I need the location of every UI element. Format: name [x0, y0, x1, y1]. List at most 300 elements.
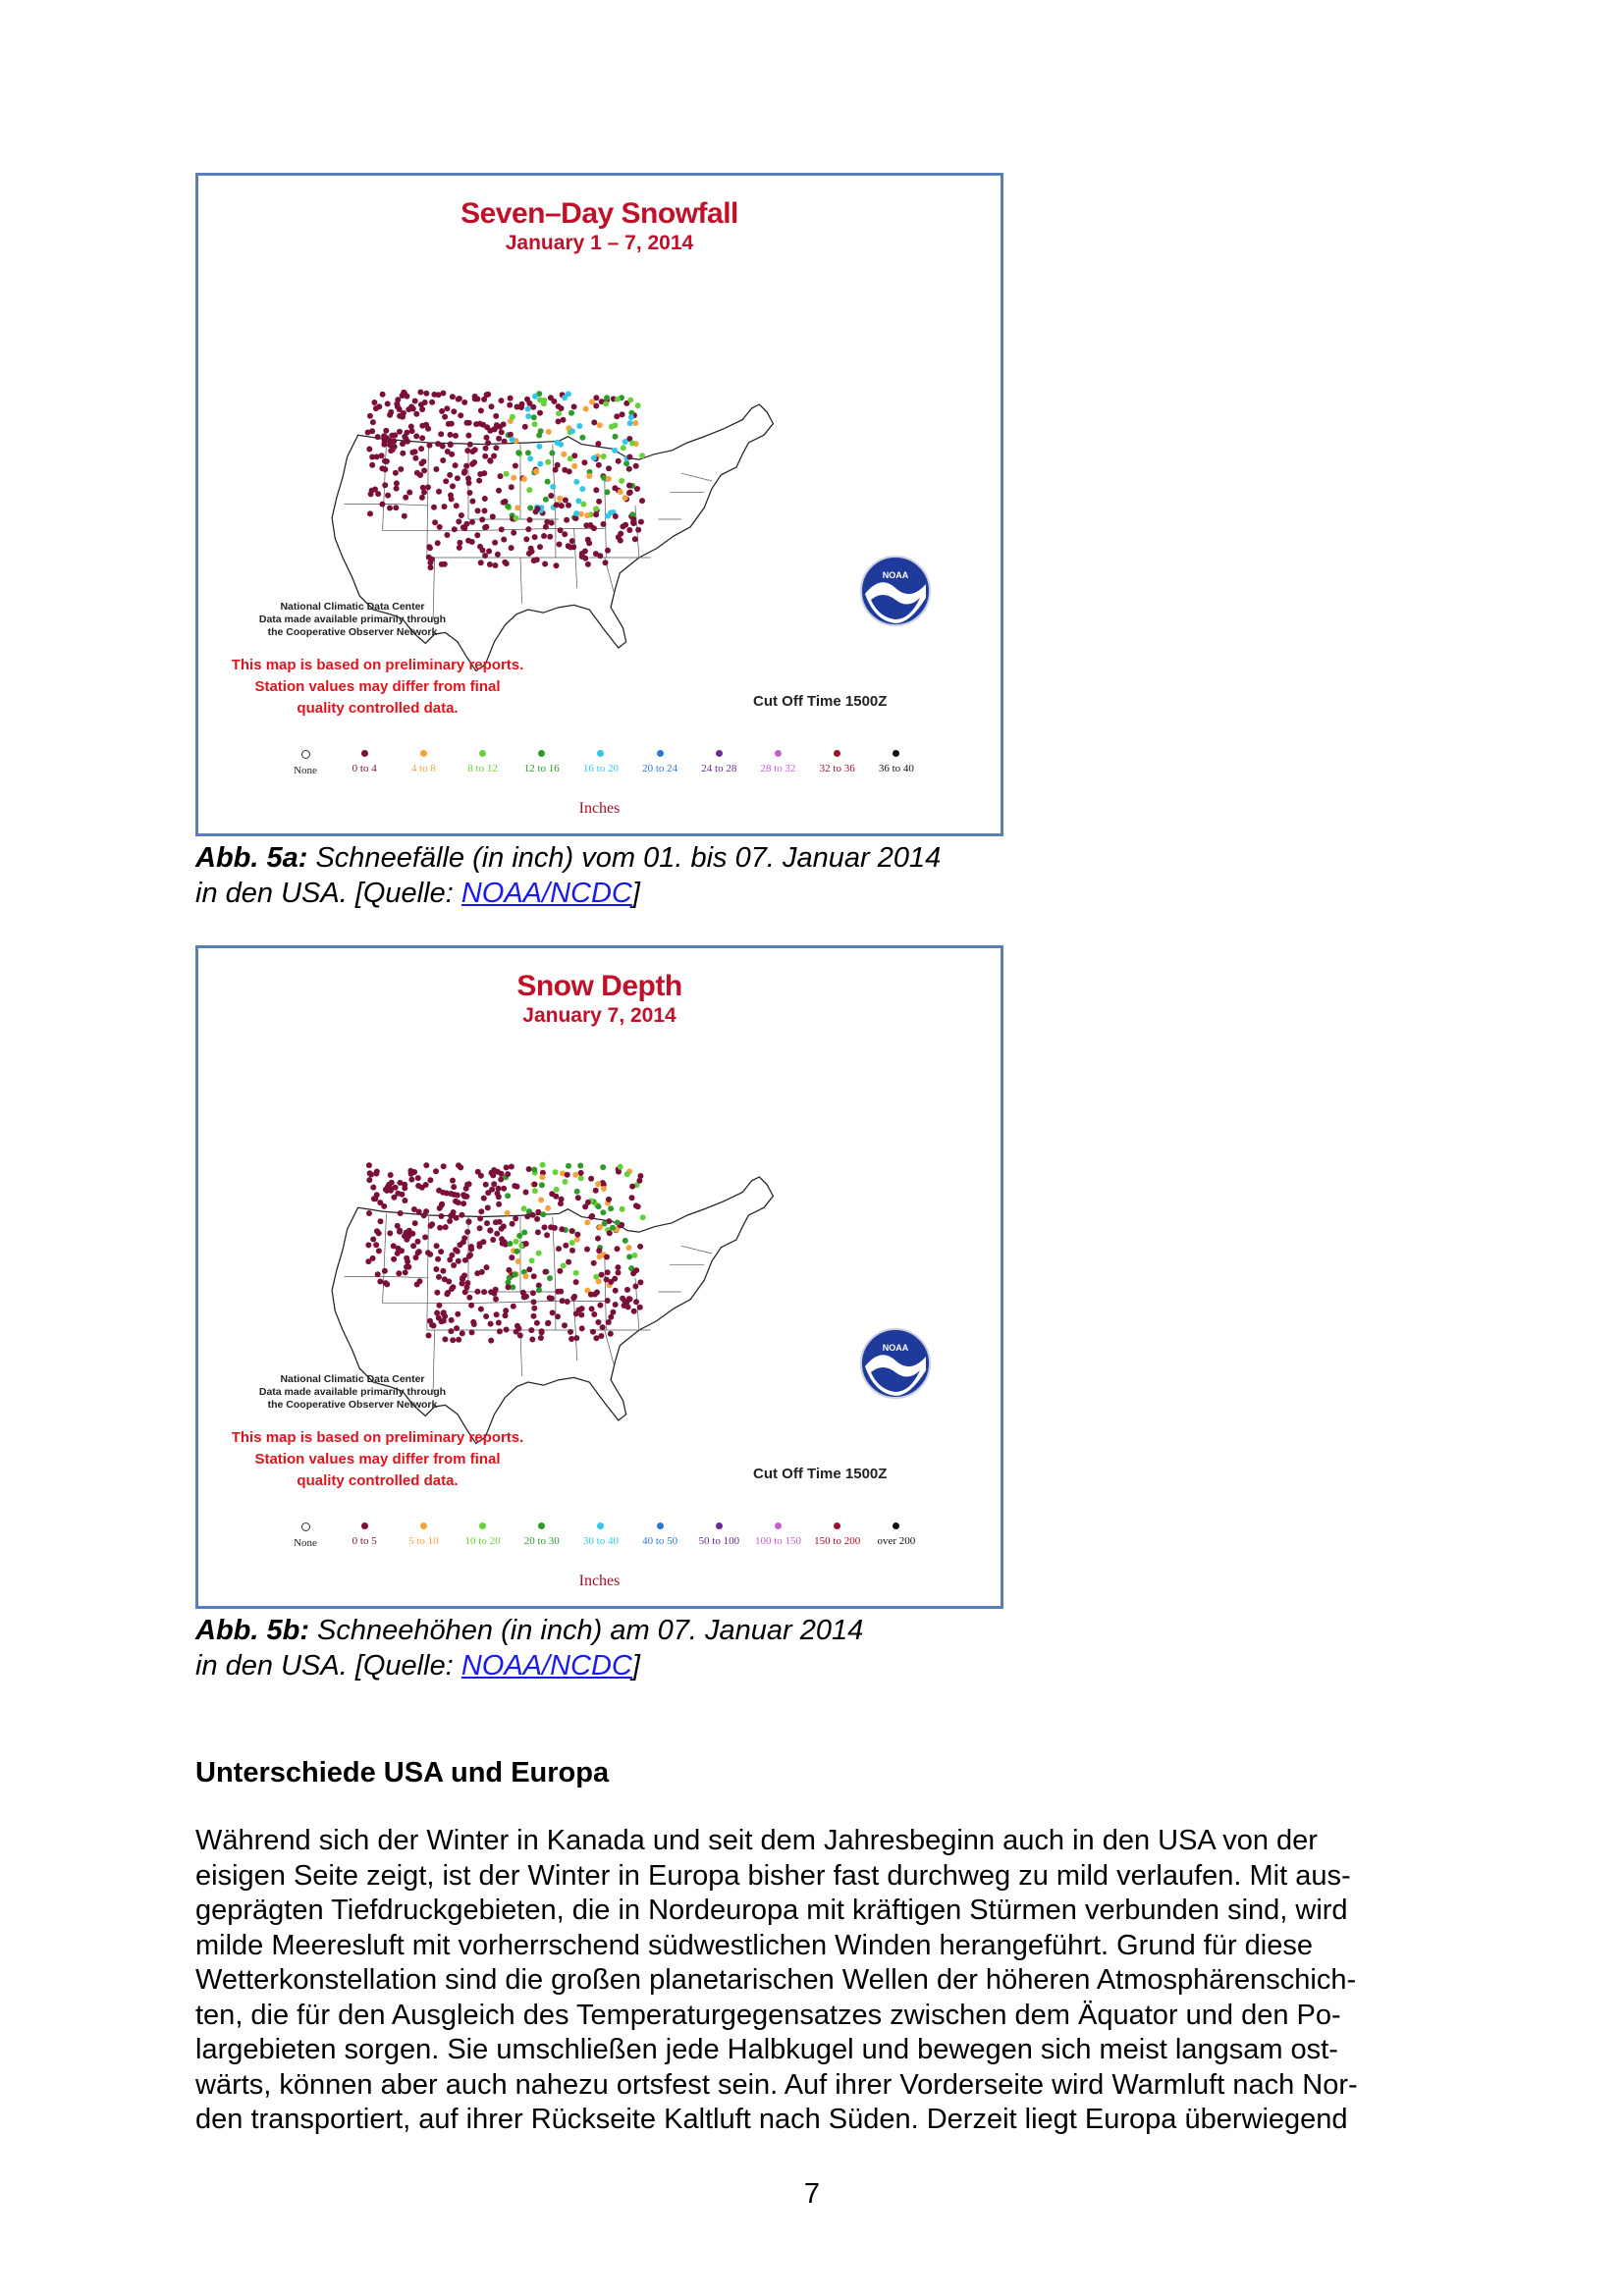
station-dot	[467, 490, 473, 496]
station-dot	[620, 411, 625, 417]
station-dot	[629, 1184, 635, 1190]
station-dot	[531, 414, 537, 420]
preliminary-notice: This map is based on preliminary reports. Station values may differ from final quality controlled data.	[231, 1429, 524, 1489]
station-dot	[532, 421, 538, 427]
station-dot	[545, 479, 551, 485]
station-dot	[369, 428, 375, 434]
station-dot	[477, 421, 483, 427]
station-dot	[511, 1304, 516, 1309]
station-dot	[558, 442, 564, 448]
station-dot	[554, 502, 560, 507]
station-dot	[527, 455, 533, 461]
station-dot	[394, 480, 400, 486]
station-dot	[436, 1274, 442, 1280]
station-dot	[439, 1202, 445, 1208]
station-dot	[447, 1218, 453, 1224]
station-dot	[500, 1241, 506, 1247]
station-dot	[505, 1171, 511, 1177]
station-dot	[548, 493, 554, 499]
station-dot	[421, 1212, 427, 1218]
station-dot	[483, 524, 489, 530]
station-dot	[412, 455, 418, 461]
station-dot	[444, 405, 450, 411]
station-dot	[508, 396, 514, 401]
station-dot	[411, 1206, 417, 1212]
station-dot	[532, 534, 538, 540]
station-dot	[385, 400, 391, 406]
station-dot	[496, 1201, 502, 1207]
station-dot	[448, 432, 454, 438]
station-dot	[380, 392, 386, 398]
station-dot	[451, 1262, 457, 1268]
station-dot	[633, 1299, 639, 1305]
station-dot	[469, 539, 475, 545]
station-dot	[631, 1308, 637, 1314]
noaa-logo-icon	[859, 555, 932, 627]
station-dot	[415, 1239, 421, 1245]
station-dot	[538, 1197, 544, 1202]
legend-swatch	[716, 1522, 723, 1529]
svg-text:NOAA: NOAA	[882, 1343, 909, 1353]
station-dot	[444, 1291, 450, 1297]
station-dot	[528, 546, 534, 552]
station-dot	[610, 1309, 616, 1315]
station-dot	[365, 1242, 371, 1248]
station-dot	[626, 483, 632, 489]
station-dot	[614, 413, 620, 419]
station-dot	[412, 449, 418, 454]
station-dot	[374, 1169, 380, 1175]
station-dot	[384, 1281, 390, 1287]
station-dot	[365, 1258, 371, 1264]
station-dot	[562, 531, 568, 537]
station-dot	[372, 1196, 378, 1201]
station-dot	[496, 488, 502, 494]
station-dot	[433, 466, 439, 472]
map-subtitle: January 7, 2014	[522, 1004, 677, 1027]
station-dot	[382, 1268, 388, 1274]
legend-item	[750, 750, 807, 789]
station-dot	[547, 1275, 553, 1281]
station-dot	[533, 469, 539, 475]
station-dot	[554, 1187, 560, 1193]
station-dot	[564, 517, 569, 523]
station-dot	[514, 404, 520, 410]
station-dot	[554, 562, 560, 568]
station-dot	[620, 1206, 625, 1212]
station-dot	[626, 1254, 632, 1259]
station-dot	[506, 1284, 512, 1290]
station-dot	[376, 1230, 382, 1236]
legend-item	[395, 1522, 452, 1562]
station-dot	[588, 1292, 594, 1298]
station-dot	[370, 1185, 376, 1191]
station-dot	[415, 1175, 421, 1181]
station-dot	[630, 1270, 636, 1276]
station-dot	[608, 1331, 614, 1337]
station-dot	[515, 1258, 521, 1264]
station-dot	[523, 1190, 529, 1196]
station-dot	[543, 497, 549, 503]
station-dot	[605, 548, 611, 554]
station-dot	[618, 489, 623, 495]
station-dot	[448, 442, 454, 448]
station-dot	[579, 1325, 585, 1331]
legend-swatch	[538, 1522, 545, 1529]
station-dot	[461, 1272, 467, 1278]
station-dot	[394, 486, 400, 492]
station-dot	[568, 1329, 573, 1335]
station-dot	[504, 1164, 510, 1170]
station-dot	[597, 422, 603, 428]
legend-label: 10 to 20	[464, 1535, 501, 1547]
station-dot	[402, 1185, 407, 1191]
station-dot	[477, 1215, 483, 1221]
station-dot	[484, 392, 490, 398]
station-dot	[618, 538, 623, 544]
station-dot	[527, 506, 533, 511]
legend-label: 100 to 150	[754, 1535, 802, 1547]
station-dot	[531, 1167, 537, 1173]
station-dot	[434, 1290, 440, 1296]
station-dot	[487, 561, 493, 567]
legend-label: 24 to 28	[701, 763, 737, 774]
figure-snowfall-map	[195, 173, 1003, 836]
station-dot	[469, 499, 475, 505]
station-dot	[475, 507, 481, 513]
station-dot	[591, 419, 597, 425]
station-dot	[557, 542, 563, 548]
station-dot	[529, 1337, 535, 1343]
station-dot	[387, 412, 393, 418]
station-dot	[443, 1224, 449, 1230]
station-dot	[626, 1245, 632, 1251]
station-dot	[480, 1239, 486, 1245]
station-dot	[632, 536, 638, 542]
legend-label: 40 to 50	[642, 1535, 678, 1547]
station-dot	[525, 450, 531, 455]
station-dot	[581, 459, 587, 465]
station-dot	[490, 513, 496, 519]
station-dot	[459, 512, 464, 518]
station-dot	[381, 1203, 387, 1209]
station-dot	[427, 443, 433, 449]
station-dot	[531, 1313, 537, 1319]
station-dot	[632, 1283, 638, 1289]
station-dot	[513, 1271, 518, 1277]
station-dot	[468, 1303, 474, 1308]
station-dot	[494, 1231, 500, 1237]
station-dot	[513, 1215, 518, 1221]
station-dot	[474, 532, 480, 538]
station-dot	[537, 410, 543, 416]
station-dot	[450, 1337, 456, 1343]
legend-label: 28 to 32	[760, 763, 796, 774]
station-dot	[549, 1296, 555, 1302]
station-dot	[627, 420, 633, 426]
station-dot	[604, 489, 610, 495]
station-dot	[420, 485, 426, 491]
station-dot	[557, 1268, 563, 1274]
station-dot	[465, 476, 471, 482]
station-dot	[537, 461, 543, 467]
station-dot	[460, 1239, 466, 1245]
legend-item	[809, 1522, 866, 1562]
station-dot	[464, 1182, 470, 1188]
station-dot	[388, 448, 394, 454]
station-dot	[597, 1254, 603, 1259]
station-dot	[531, 1299, 537, 1305]
source-link[interactable]: NOAA/NCDC	[460, 1650, 632, 1682]
station-dot	[387, 1230, 393, 1236]
station-dot	[414, 1282, 420, 1288]
station-dot	[574, 1189, 580, 1195]
station-dot	[481, 1196, 487, 1201]
text-line: ten, die für den Ausgleich des Temperaturgegensatzes zwischen dem Äquator und den Po-	[195, 1999, 1341, 2031]
station-dot	[621, 445, 626, 451]
station-dot	[588, 1214, 594, 1220]
station-dot	[532, 1188, 538, 1194]
station-dot	[366, 447, 372, 453]
station-dot	[593, 506, 599, 511]
station-dot	[382, 458, 388, 464]
station-dot	[464, 420, 470, 426]
station-dot	[595, 441, 601, 447]
station-dot	[610, 1225, 616, 1231]
station-dot	[534, 1320, 540, 1326]
station-dot	[485, 1190, 491, 1196]
station-dot	[469, 1329, 475, 1335]
caption-label: Abb. 5a:	[195, 842, 308, 874]
station-dot	[598, 1333, 604, 1339]
station-dot	[404, 394, 409, 400]
station-dot	[571, 403, 577, 409]
station-dot	[509, 484, 514, 490]
station-dot	[376, 403, 382, 409]
station-dot	[387, 506, 393, 511]
legend-label: 12 to 16	[523, 763, 560, 774]
station-dot	[477, 1225, 483, 1231]
station-dot	[585, 561, 591, 567]
station-dot	[555, 462, 561, 468]
station-dot	[476, 1244, 482, 1250]
station-dot	[578, 1170, 584, 1176]
station-dot	[454, 1325, 460, 1331]
station-dot	[474, 1270, 480, 1276]
station-dot	[375, 491, 381, 497]
station-dot	[623, 1299, 628, 1305]
station-dot	[549, 451, 555, 456]
figure-caption-a: Abb. 5a: Schneefälle (in inch) vom 01. bis 07. Januar 2014 in den USA. [Quelle: NOAA/NCDC]	[195, 842, 942, 909]
station-dot	[429, 400, 435, 405]
text-line: geprägten Tiefdruckgebieten, die in Nordeuropa mit kräftigen Stürmen verbunden sind, wird	[195, 1895, 1348, 1926]
station-dot	[419, 423, 425, 429]
station-dot	[515, 450, 521, 455]
station-dot	[452, 526, 458, 532]
station-dot	[442, 414, 448, 420]
station-dot	[478, 1307, 484, 1312]
station-dot	[387, 442, 393, 448]
station-dot	[550, 484, 556, 490]
legend-item	[336, 1522, 393, 1562]
station-dot	[591, 1311, 597, 1317]
station-dot	[573, 479, 579, 485]
station-dot	[406, 490, 412, 496]
station-dot	[383, 1187, 389, 1193]
station-dot	[568, 455, 573, 461]
station-dot	[573, 1270, 579, 1276]
station-dot	[502, 439, 508, 445]
station-dot	[536, 1287, 542, 1293]
station-dot	[571, 463, 577, 469]
station-dot	[601, 454, 607, 459]
station-dot	[553, 1169, 559, 1175]
legend-label: 32 to 36	[819, 763, 855, 774]
station-dot	[439, 1213, 445, 1219]
station-dot	[469, 449, 475, 454]
legend-swatch	[657, 1522, 664, 1529]
station-dot	[635, 402, 641, 408]
station-dot	[529, 1257, 535, 1263]
station-dot	[560, 1298, 566, 1304]
station-dot	[569, 1228, 575, 1234]
text-line: Wetterkonstellation sind die großen planetarischen Wellen der höheren Atmosphärenschich-	[195, 1964, 1357, 1996]
station-dot	[367, 510, 373, 516]
station-dot	[475, 1169, 481, 1175]
station-dot	[549, 1191, 555, 1197]
station-dot	[441, 1309, 447, 1315]
station-dot	[613, 1288, 619, 1294]
station-dot	[640, 1214, 646, 1220]
station-dot	[562, 467, 568, 473]
station-dot	[491, 426, 497, 432]
station-dot	[497, 1328, 503, 1334]
station-dot	[423, 1162, 429, 1168]
station-dot	[514, 1329, 519, 1335]
station-dot	[467, 442, 473, 448]
station-dot	[434, 1243, 440, 1249]
legend-item	[455, 750, 512, 789]
station-dot	[464, 1229, 470, 1235]
station-dot	[391, 1243, 397, 1249]
station-dot	[433, 1266, 439, 1272]
station-dot	[569, 1240, 575, 1246]
legend-label: 150 to 200	[814, 1535, 861, 1547]
station-dot	[438, 431, 444, 437]
station-dot	[612, 448, 618, 454]
station-dot	[615, 1220, 621, 1226]
station-dot	[392, 432, 398, 438]
station-dot	[572, 1172, 578, 1178]
legend-item	[277, 750, 334, 789]
station-dot	[376, 1248, 382, 1254]
legend-swatch	[834, 1522, 840, 1529]
station-dot	[623, 460, 629, 466]
station-dot	[540, 1211, 546, 1217]
station-dot	[437, 524, 443, 530]
station-dot	[597, 1303, 603, 1308]
station-dot	[482, 507, 488, 513]
station-dot	[591, 455, 597, 461]
station-dot	[594, 1290, 600, 1296]
station-dot	[606, 1319, 612, 1325]
station-dot	[408, 1177, 414, 1183]
station-dot	[566, 1163, 571, 1169]
station-dot	[612, 485, 618, 491]
station-dot	[584, 1219, 590, 1225]
station-dot	[463, 463, 469, 469]
station-dot	[593, 403, 599, 409]
station-dot	[370, 419, 376, 425]
station-dot	[541, 533, 547, 539]
station-dot	[374, 454, 380, 459]
station-dot	[536, 444, 542, 450]
station-dot	[419, 1185, 425, 1191]
station-dot	[514, 515, 519, 521]
legend-swatch	[420, 1522, 427, 1529]
station-dot	[501, 500, 507, 506]
station-dot	[635, 527, 641, 533]
source-link[interactable]: NOAA/NCDC	[460, 878, 632, 909]
station-dot	[385, 493, 391, 499]
station-dot	[535, 1229, 541, 1235]
station-dot	[616, 458, 622, 464]
station-dot	[444, 532, 450, 538]
station-dot	[441, 1318, 447, 1324]
station-dot	[530, 1290, 536, 1296]
station-dot	[456, 1258, 461, 1264]
station-dot	[522, 424, 528, 430]
station-dot	[369, 488, 375, 494]
legend-swatch	[597, 750, 604, 757]
station-dot	[446, 1279, 452, 1285]
station-dot	[576, 423, 582, 429]
station-dot	[516, 1233, 522, 1239]
station-dot	[408, 424, 414, 430]
station-dot	[573, 1335, 579, 1341]
station-dot	[590, 1329, 596, 1335]
station-dot	[613, 434, 619, 440]
text-line: milde Meeresluft mit vorherrschend südwestlichen Winden herangeführt. Grund für diese	[195, 1929, 1313, 1961]
station-dot	[509, 545, 514, 551]
station-dot	[474, 1289, 480, 1295]
station-dot	[505, 504, 511, 509]
station-dot	[398, 466, 404, 472]
station-dot	[601, 521, 607, 527]
station-dot	[485, 440, 491, 446]
legend-swatch	[597, 1522, 604, 1529]
station-dot	[482, 496, 488, 502]
station-dot	[449, 452, 455, 457]
station-dot	[543, 1269, 549, 1275]
station-dot	[426, 555, 432, 561]
legend-label: 50 to 100	[698, 1535, 740, 1547]
text-line: Während sich der Winter in Kanada und seit dem Jahresbeginn auch in den USA von der	[195, 1825, 1318, 1856]
station-dot	[547, 534, 553, 540]
station-dot	[510, 1221, 515, 1227]
station-dot	[397, 1180, 403, 1186]
legend-swatch	[716, 750, 723, 757]
station-dot	[471, 1321, 477, 1327]
station-dot	[539, 1174, 545, 1180]
station-dot	[615, 397, 621, 402]
station-dot	[521, 1230, 527, 1236]
station-dot	[568, 545, 573, 551]
station-dot	[559, 405, 565, 411]
map-title: Snow Depth	[516, 970, 682, 1002]
station-dot	[562, 1322, 568, 1328]
legend-swatch	[893, 750, 899, 757]
